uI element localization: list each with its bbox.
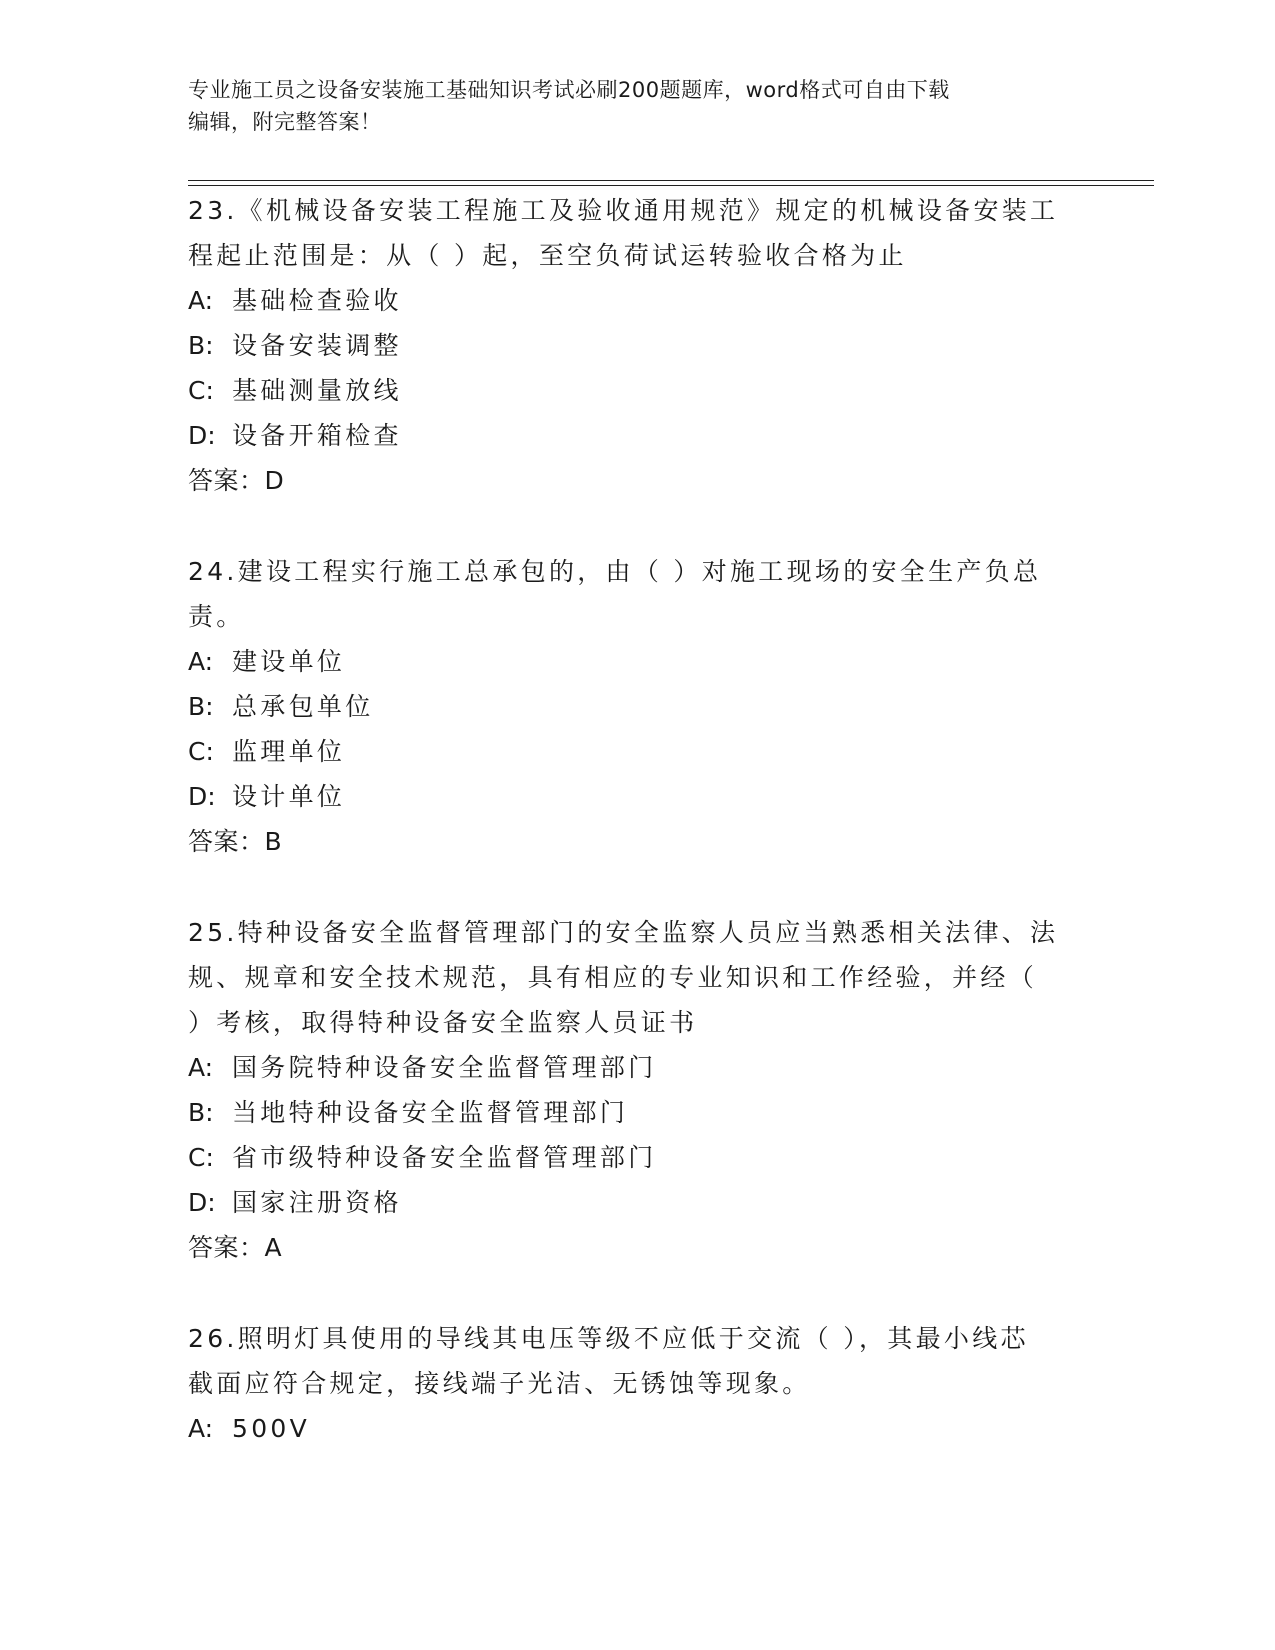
- answer: 答案：D: [188, 466, 285, 495]
- header-line-1: 专业施工员之设备安装施工基础知识考试必刷200题题库，word格式可自由下载: [188, 78, 950, 102]
- option-key: D:: [188, 1188, 216, 1217]
- option-key: B:: [188, 1098, 214, 1127]
- option-text: 基础测量放线: [232, 376, 402, 405]
- option-text: 国务院特种设备安全监督管理部门: [232, 1053, 657, 1082]
- option-a: [188, 1045, 1088, 1090]
- option-text: 总承包单位: [232, 692, 374, 721]
- option-key: B:: [188, 331, 214, 360]
- option-key: C:: [188, 737, 214, 766]
- option-text: 建设单位: [232, 647, 346, 676]
- question-24: [188, 549, 1088, 864]
- answer: 答案：A: [188, 1233, 283, 1262]
- question-26: [188, 1316, 1088, 1451]
- option-key: A:: [188, 647, 214, 676]
- option-text: 省市级特种设备安全监督管理部门: [232, 1143, 657, 1172]
- question-stem: [188, 188, 1088, 278]
- question-23: [188, 188, 1088, 503]
- document-header: [188, 74, 1088, 138]
- header-line-2: 编辑，附完整答案！: [188, 110, 382, 134]
- option-text: 500V: [232, 1414, 311, 1443]
- option-text: 设备安装调整: [232, 331, 402, 360]
- answer: 答案：B: [188, 827, 283, 856]
- option-key: A:: [188, 286, 214, 315]
- option-text: 监理单位: [232, 737, 346, 766]
- header-divider-bottom: [188, 185, 1154, 186]
- option-key: C:: [188, 1143, 214, 1172]
- option-key: A:: [188, 1414, 214, 1443]
- option-text: 基础检查验收: [232, 286, 402, 315]
- question-stem: [188, 910, 1088, 1045]
- stem-line: 26.照明灯具使用的导线其电压等级不应低于交流（ ），其最小线芯: [188, 1324, 1029, 1353]
- option-key: D:: [188, 421, 216, 450]
- question-list: [188, 188, 1088, 1497]
- option-text: 当地特种设备安全监督管理部门: [232, 1098, 629, 1127]
- option-d: [188, 1180, 1088, 1225]
- header-divider-top: [188, 180, 1154, 181]
- question-stem: [188, 1316, 1088, 1406]
- option-b: [188, 1090, 1088, 1135]
- stem-line: 规、规章和安全技术规范，具有相应的专业知识和工作经验，并经（: [188, 963, 1038, 992]
- option-a: [188, 278, 1088, 323]
- stem-line: 程起止范围是：从（ ）起，至空负荷试运转验收合格为止: [188, 241, 907, 270]
- option-key: B:: [188, 692, 214, 721]
- option-c: [188, 729, 1088, 774]
- option-a: [188, 1406, 1088, 1451]
- option-key: A:: [188, 1053, 214, 1082]
- option-key: D:: [188, 782, 216, 811]
- option-d: [188, 774, 1088, 819]
- option-d: [188, 413, 1088, 458]
- option-a: [188, 639, 1088, 684]
- option-b: [188, 323, 1088, 368]
- stem-line: 24.建设工程实行施工总承包的，由（ ）对施工现场的安全生产负总: [188, 557, 1042, 586]
- question-25: [188, 910, 1088, 1270]
- option-key: C:: [188, 376, 214, 405]
- option-text: 设备开箱检查: [232, 421, 402, 450]
- option-text: 国家注册资格: [232, 1188, 402, 1217]
- stem-line: 23.《机械设备安装工程施工及验收通用规范》规定的机械设备安装工: [188, 196, 1059, 225]
- option-c: [188, 368, 1088, 413]
- stem-line: 25.特种设备安全监督管理部门的安全监察人员应当熟悉相关法律、法: [188, 918, 1059, 947]
- stem-line: 责。: [188, 602, 245, 631]
- question-stem: [188, 549, 1088, 639]
- option-c: [188, 1135, 1088, 1180]
- stem-line: ）考核，取得特种设备安全监察人员证书: [188, 1008, 698, 1037]
- stem-line: 截面应符合规定，接线端子光洁、无锈蚀等现象。: [188, 1369, 811, 1398]
- option-text: 设计单位: [232, 782, 346, 811]
- option-b: [188, 684, 1088, 729]
